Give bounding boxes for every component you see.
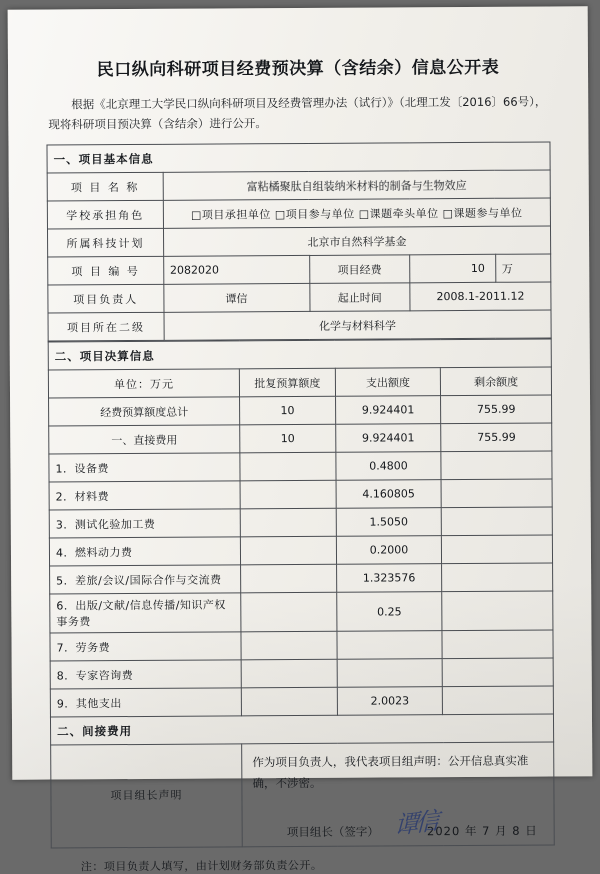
page-title: 民口纵向科研项目经费预决算（含结余）信息公开表 bbox=[96, 57, 500, 81]
signature-label: 项目组长（签字） bbox=[286, 824, 379, 839]
row-budget bbox=[241, 565, 337, 594]
row-budget bbox=[241, 537, 337, 566]
statement-row bbox=[51, 742, 555, 847]
handwritten-signature: 谭信 bbox=[394, 806, 437, 840]
signature-row bbox=[253, 806, 544, 840]
row-spent bbox=[337, 659, 443, 688]
table-row bbox=[48, 254, 551, 285]
row-label: 2．材料费 bbox=[49, 481, 240, 510]
row-spent bbox=[337, 631, 443, 660]
row-budget: 10 bbox=[240, 425, 336, 454]
table-row bbox=[50, 658, 553, 689]
row-spent: 1.323576 bbox=[336, 564, 442, 593]
row-label: 3．测试化验加工费 bbox=[49, 509, 240, 538]
table-row bbox=[48, 310, 551, 341]
table-row bbox=[49, 451, 552, 482]
row-spent: 4.160805 bbox=[336, 480, 442, 509]
table-row bbox=[47, 198, 550, 229]
second-level-unit-label: 项目所在二级 bbox=[48, 313, 164, 342]
table-row bbox=[49, 423, 552, 454]
project-code-value: 2082020 bbox=[163, 256, 309, 285]
row-budget bbox=[241, 688, 337, 717]
statement-text: 作为项目负责人，我代表项目组声明：公开信息真实准确，不涉密。 bbox=[252, 753, 529, 791]
signature-area[interactable] bbox=[379, 806, 437, 840]
column-header-unit: 单位：万元 bbox=[48, 369, 239, 398]
signature-date: 2020 年 7 月 8 日 bbox=[426, 823, 538, 838]
section-final-heading: 二、项目决算信息 bbox=[48, 339, 551, 370]
project-name-value: 富粘橘聚肽自组装纳米材料的制备与生物效应 bbox=[163, 170, 550, 200]
table-row bbox=[49, 535, 552, 566]
table-row bbox=[49, 507, 552, 538]
table-row bbox=[49, 395, 552, 426]
row-budget bbox=[241, 660, 337, 689]
footnote: 注：项目负责人填写，由计划财务部负责公开。 bbox=[80, 858, 323, 873]
row-spent: 0.25 bbox=[336, 592, 442, 632]
project-name-label: 项 目 名 称 bbox=[47, 173, 163, 202]
row-left bbox=[442, 630, 553, 659]
undertaking-role-options[interactable]: □项目承担单位 □项目参与单位 □课题牵头单位 □课题参与单位 bbox=[163, 198, 550, 228]
statement-body bbox=[242, 742, 554, 846]
document-sheet bbox=[8, 6, 593, 873]
final-accounts-table bbox=[48, 339, 555, 848]
period-label: 起止时间 bbox=[309, 283, 410, 312]
statement-label: 项目组长声明 bbox=[51, 744, 243, 848]
plan-value: 北京市自然科学基金 bbox=[163, 226, 550, 256]
row-label: 4．燃料动力费 bbox=[49, 537, 240, 566]
column-header-budget: 批复预算额度 bbox=[239, 369, 335, 398]
column-header-spent: 支出额度 bbox=[335, 368, 441, 397]
table-row bbox=[50, 714, 553, 745]
row-left bbox=[442, 563, 553, 592]
row-label: 经费预算额度总计 bbox=[49, 397, 240, 426]
row-spent: 0.2000 bbox=[336, 536, 442, 565]
row-budget bbox=[240, 453, 336, 482]
table-row bbox=[47, 226, 550, 257]
row-spent: 9.924401 bbox=[335, 424, 441, 453]
section-heading-row bbox=[47, 142, 550, 173]
row-budget bbox=[241, 632, 337, 661]
row-label: 7．劳务费 bbox=[50, 632, 241, 661]
preamble-paragraph: 根据《北京理工大学民口纵向科研项目及经费管理办法（试行）》（北理工发〔2016〕66号），现将科研项目预决算（含结余）进行公开。 bbox=[48, 94, 547, 132]
row-label: 8．专家咨询费 bbox=[50, 660, 241, 689]
table-row bbox=[50, 686, 553, 717]
period-value: 2008.1-2011.12 bbox=[410, 282, 551, 311]
row-label: 1．设备费 bbox=[49, 453, 240, 482]
table-row bbox=[50, 563, 553, 594]
second-level-unit-value: 化学与材料科学 bbox=[164, 310, 551, 340]
row-spent: 1.5050 bbox=[336, 508, 442, 537]
fund-value: 10 bbox=[410, 255, 496, 284]
row-label: 5．差旅/会议/国际合作与交流费 bbox=[50, 565, 241, 594]
row-budget: 10 bbox=[240, 397, 336, 426]
plan-label: 所属科技计划 bbox=[47, 229, 163, 258]
table-row bbox=[50, 591, 553, 633]
row-left bbox=[442, 535, 553, 564]
column-header-left: 剩余额度 bbox=[441, 367, 552, 396]
table-row bbox=[47, 170, 550, 201]
row-label: 一、直接费用 bbox=[49, 425, 240, 454]
row-label: 9．其他支出 bbox=[50, 688, 241, 717]
fund-label: 项目经费 bbox=[309, 255, 410, 284]
undertaking-role-label: 学校承担角色 bbox=[47, 201, 163, 230]
row-left bbox=[442, 591, 553, 631]
row-left bbox=[443, 686, 554, 715]
row-spent: 0.4800 bbox=[336, 452, 442, 481]
row-spent: 2.0023 bbox=[337, 687, 443, 716]
leader-label: 项目负责人 bbox=[48, 285, 164, 314]
basic-info-table bbox=[46, 142, 551, 342]
row-budget bbox=[240, 509, 336, 538]
table-header-row bbox=[48, 367, 551, 398]
row-budget bbox=[241, 593, 337, 633]
row-label: 6．出版/文献/信息传播/知识产权事务费 bbox=[50, 593, 241, 633]
row-left bbox=[441, 479, 552, 508]
fund-unit: 万 bbox=[495, 254, 551, 282]
row-left bbox=[442, 658, 553, 687]
table-row bbox=[48, 282, 551, 313]
row-left bbox=[441, 451, 552, 480]
row-spent: 9.924401 bbox=[335, 396, 441, 425]
scanned-document-page bbox=[8, 6, 593, 873]
indirect-cost-heading: 二、间接费用 bbox=[50, 714, 553, 745]
table-row bbox=[49, 479, 552, 510]
project-code-label: 项 目 编 号 bbox=[48, 257, 164, 286]
leader-value: 谭信 bbox=[164, 284, 310, 313]
table-row bbox=[50, 630, 553, 661]
row-left bbox=[442, 507, 553, 536]
row-budget bbox=[240, 481, 336, 510]
row-left: 755.99 bbox=[441, 395, 552, 424]
row-left: 755.99 bbox=[441, 423, 552, 452]
section-basic-heading: 一、项目基本信息 bbox=[47, 142, 550, 173]
section-heading-row bbox=[48, 339, 551, 370]
